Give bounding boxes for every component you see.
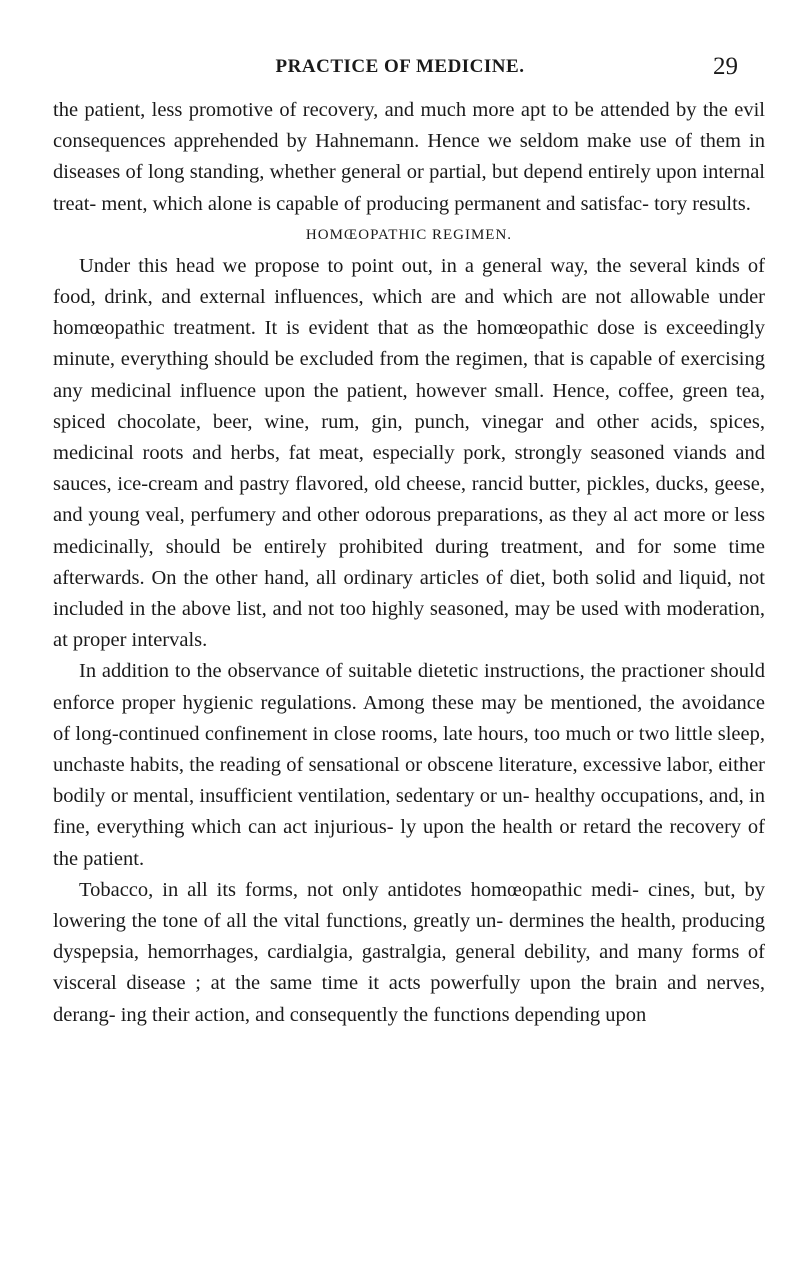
- body-text: [53, 95, 765, 1031]
- paragraph-continued: the patient, less promotive of recovery, and much more apt to be attended by the evil consequences apprehended by Hahnemann. Hence we seldom make use of them in diseases of long standing, whether general or partial, but depend entirely upon internal treat- ment, which alone is capable of producing permanent and satisfac- tory results.: [53, 99, 765, 215]
- paragraph-tobacco: Tobacco, in all its forms, not only antidotes homœopathic medi- cines, but, by lowering the tone of all the vital functions, greatly un- dermines the health, producing dyspepsia, hemorrhages, cardialgia, gastralgia, general debility, and many forms of visceral disease ; at the same time it acts powerfully upon the brain and nerves, derang- ing their action, and consequently the functions depending upon: [53, 878, 765, 1026]
- paragraph-hygiene: In addition to the observance of suitable dietetic instructions, the practioner should enforce proper hygienic regulations. Among these may be mentioned, the avoidance of long-continued confinement in close rooms, late hours, too much or two little sleep, unchaste habits, the reading of sensational or obscene literature, excessive labor, either bodily or mental, insufficient ventilation, sedentary or un- healthy occupations, and, in fine, everything which can act injurious- ly upon the health or retard the recovery of the patient.: [53, 660, 765, 870]
- page-header: [0, 53, 800, 86]
- section-heading: HOMŒOPATHIC REGIMEN.: [305, 226, 513, 243]
- running-head: PRACTICE OF MEDICINE.: [275, 56, 525, 77]
- page-number: 29: [713, 53, 738, 80]
- paragraph-regimen: Under this head we propose to point out, in a general way, the several kinds of food, drink, and external influences, which are and which are not allowable under homœopathic treatment. It is evident that as the homœopathic dose is exceedingly minute, everything should be excluded from the regimen, that is capable of exercising any medicinal influence upon the patient, however small. Hence, coffee, green tea, spiced chocolate, beer, wine, rum, gin, punch, vinegar and other acids, spices, medicinal roots and herbs, fat meat, especially pork, strongly seasoned viands and sauces, ice-cream and pastry flavored, old cheese, rancid butter, pickles, ducks, geese, and young veal, perfumery and other odorous preparations, as they al act more or less medicinally, should be entirely prohibited during treatment, and for some time afterwards. On the other hand, all ordinary articles of diet, both solid and liquid, not included in the above list, and not too highly seasoned, may be used with moderation, at proper intervals.: [53, 254, 765, 652]
